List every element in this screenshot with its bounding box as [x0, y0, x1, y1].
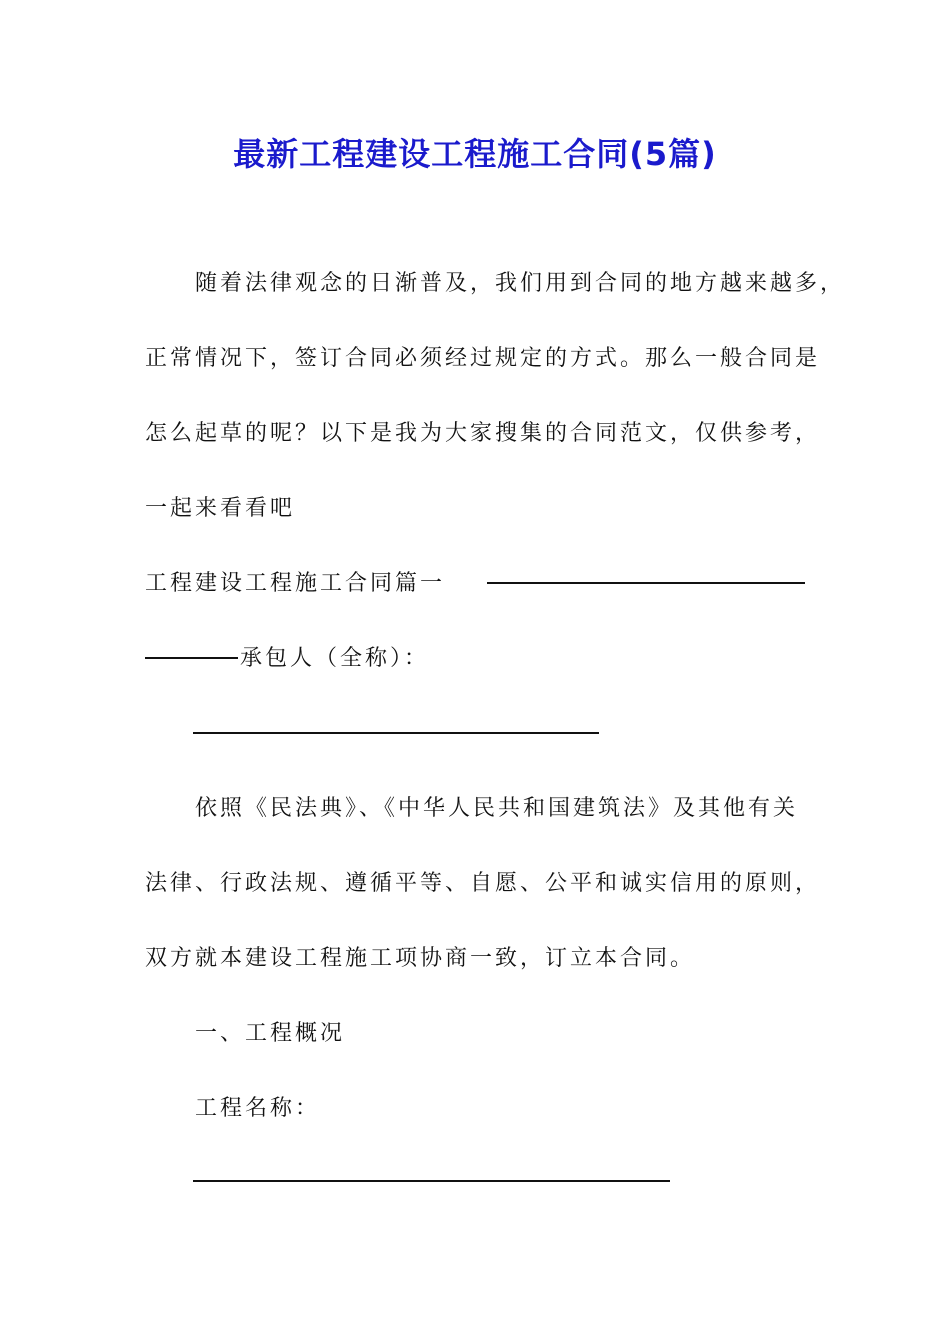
- intro-line-1: 随着法律观念的日渐普及，我们用到合同的地方越来越多，: [195, 271, 846, 296]
- section-heading: 工程建设工程施工合同篇一: [145, 571, 446, 596]
- contractor-blank-line: [193, 732, 599, 734]
- basis-line-1: 依照《民法典》、《中华人民共和国建筑法》及其他有关: [195, 796, 799, 821]
- article-heading: 一、工程概况: [195, 1021, 346, 1046]
- contractor-label: 承包人（全称）：: [240, 646, 430, 671]
- signature-blank-line: [487, 582, 805, 584]
- project-name-blank-line: [193, 1180, 670, 1182]
- intro-line-3: 怎么起草的呢？以下是我为大家搜集的合同范文，仅供参考，: [145, 421, 821, 446]
- project-name-label: 工程名称：: [195, 1096, 321, 1121]
- basis-line-3: 双方就本建设工程施工项协商一致，订立本合同。: [145, 946, 696, 971]
- document-title: 最新工程建设工程施工合同(5篇): [233, 135, 717, 173]
- basis-line-2: 法律、行政法规、遵循平等、自愿、公平和诚实信用的原则，: [145, 871, 821, 896]
- intro-line-2: 正常情况下，签订合同必须经过规定的方式。那么一般合同是: [145, 346, 821, 371]
- intro-line-4: 一起来看看吧: [145, 496, 296, 521]
- signature-blank-line: [145, 657, 238, 659]
